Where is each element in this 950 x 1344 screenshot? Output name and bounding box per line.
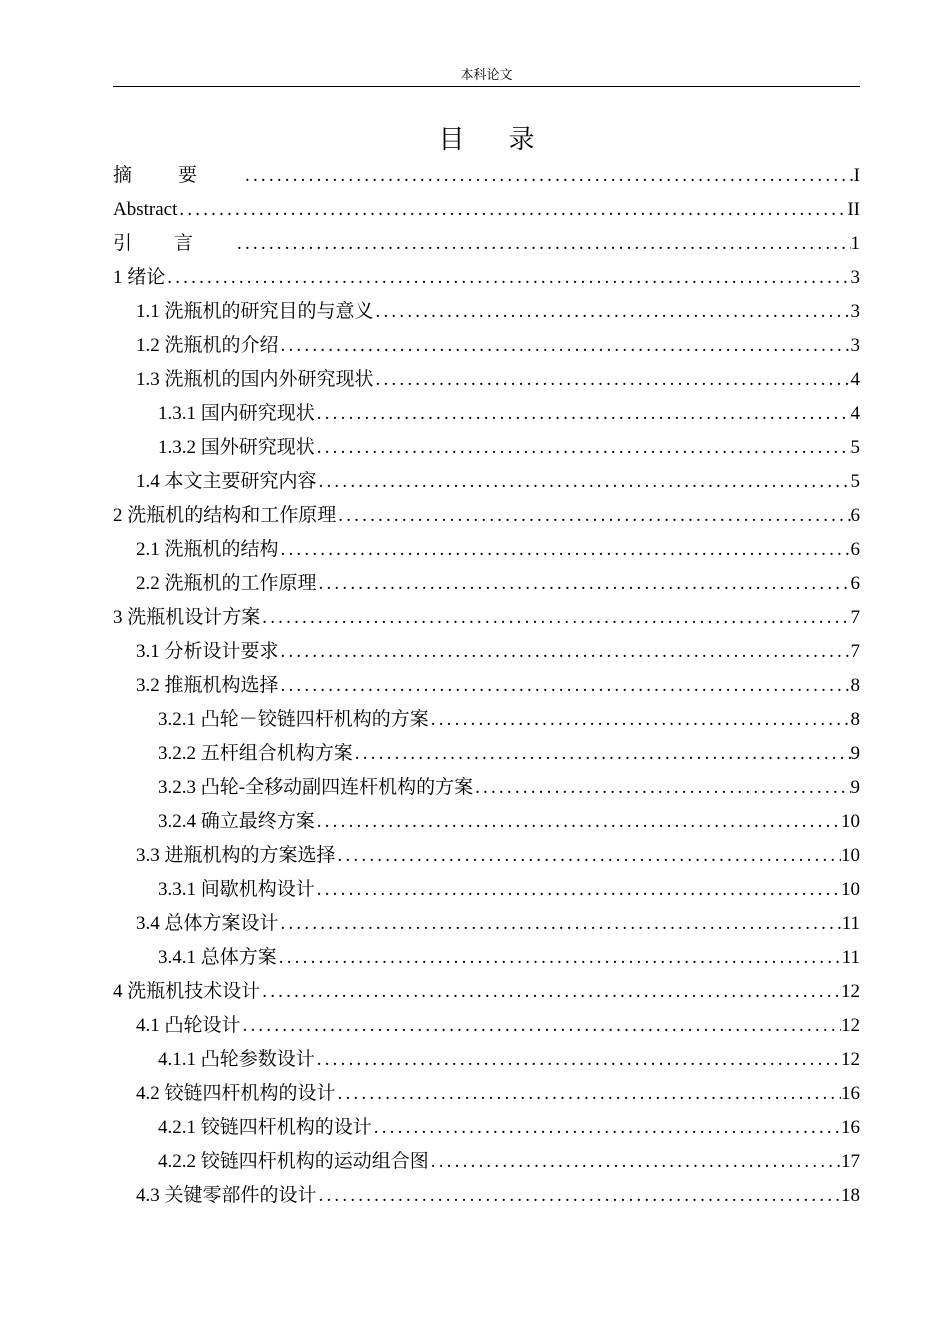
toc-entry[interactable]: [113, 227, 860, 261]
toc-entry-page-number: 11: [841, 913, 860, 934]
toc-entry-page-number: 3: [850, 267, 860, 288]
toc-entry[interactable]: [113, 261, 860, 295]
toc-entry-label: 3.2.4 确立最终方案: [158, 811, 315, 832]
toc-entry[interactable]: [113, 397, 860, 431]
toc-entry[interactable]: [113, 465, 860, 499]
toc-entry-label: 1.2 洗瓶机的介绍: [136, 335, 279, 356]
toc-dot-leader: [317, 1179, 841, 1213]
toc-entry-page-number: 10: [841, 811, 860, 832]
toc-entry-page-number: I: [853, 165, 860, 186]
toc-dot-leader: [241, 1009, 841, 1043]
toc-entry-label: 2 洗瓶机的结构和工作原理: [113, 505, 337, 526]
toc-entry-label: 3.4.1 总体方案: [158, 947, 277, 968]
toc-entry-page-number: 3: [850, 335, 860, 356]
toc-entry-label: 3.2.3 凸轮-全移动副四连杆机构的方案: [158, 777, 474, 798]
toc-entry-label: Abstract: [113, 199, 178, 220]
toc-dot-leader: [277, 941, 842, 975]
toc-entry[interactable]: [113, 941, 860, 975]
toc-entry-label: 1.4 本文主要研究内容: [136, 471, 317, 492]
toc-entry-page-number: 6: [850, 573, 860, 594]
toc-entry-label: 3.3.1 间歇机构设计: [158, 879, 315, 900]
toc-entry-label: 3 洗瓶机设计方案: [113, 607, 261, 628]
toc-entry[interactable]: [113, 363, 860, 397]
toc-dot-leader: [374, 295, 851, 329]
toc-dot-leader: [429, 703, 851, 737]
toc-entry-page-number: 8: [850, 675, 860, 696]
toc-entry-label: 4.2 铰链四杆机构的设计: [136, 1083, 336, 1104]
toc-entry[interactable]: [113, 295, 860, 329]
toc-entry-label: 3.3 进瓶机构的方案选择: [136, 845, 336, 866]
toc-dot-leader: [260, 975, 841, 1009]
toc-entry[interactable]: [113, 1179, 860, 1213]
toc-dot-leader: [317, 465, 851, 499]
toc-entry-label: 4.1.1 凸轮参数设计: [158, 1049, 315, 1070]
toc-entry-page-number: 18: [841, 1185, 860, 1206]
toc-entry-label: 摘要: [113, 165, 244, 186]
toc-dot-leader: [315, 805, 841, 839]
toc-entry-label: 1.3.1 国内研究现状: [158, 403, 315, 424]
toc-entry[interactable]: [113, 1009, 860, 1043]
toc-entry-label: 4.1 凸轮设计: [136, 1015, 241, 1036]
toc-entry-label: 引言: [113, 233, 236, 254]
toc-entry-label: 1 绪论: [113, 267, 166, 288]
toc-entry-label: 3.2.1 凸轮－铰链四杆机构的方案: [158, 709, 429, 730]
toc-entry-page-number: 6: [850, 539, 860, 560]
toc-entry-page-number: 7: [850, 607, 860, 628]
toc-entry-label: 3.2.2 五杆组合机构方案: [158, 743, 353, 764]
toc-entry[interactable]: [113, 499, 860, 533]
toc-entry-page-number: 10: [841, 845, 860, 866]
toc-entry-page-number: 8: [850, 709, 860, 730]
toc-dot-leader: [336, 499, 850, 533]
toc-dot-leader: [336, 839, 841, 873]
toc-entry-label: 4.2.1 铰链四杆机构的设计: [158, 1117, 372, 1138]
toc-dot-leader: [279, 635, 851, 669]
toc-entry-label: 2.2 洗瓶机的工作原理: [136, 573, 317, 594]
toc-entry-page-number: 7: [850, 641, 860, 662]
toc-dot-leader: [165, 261, 850, 295]
toc-dot-leader: [473, 771, 850, 805]
toc-dot-leader: [279, 907, 842, 941]
toc-entry[interactable]: [113, 1145, 860, 1179]
toc-dot-leader: [317, 567, 851, 601]
toc-entry[interactable]: [113, 873, 860, 907]
toc-dot-leader: [279, 669, 851, 703]
toc-entry-label: 4 洗瓶机技术设计: [113, 981, 261, 1002]
toc-entry[interactable]: [113, 567, 860, 601]
toc-entry-label: 3.4 总体方案设计: [136, 913, 279, 934]
toc-entry[interactable]: [113, 635, 860, 669]
toc-dot-leader: [315, 397, 851, 431]
toc-entry-page-number: 6: [850, 505, 860, 526]
running-header: 本科论文: [113, 66, 860, 87]
toc-entry-label: 3.1 分析设计要求: [136, 641, 279, 662]
toc-entry-page-number: 1: [850, 233, 860, 254]
toc-entry-page-number: 4: [850, 403, 860, 424]
toc-entry[interactable]: [113, 1111, 860, 1145]
toc-entry[interactable]: [113, 805, 860, 839]
toc-entry[interactable]: [113, 431, 860, 465]
toc-dot-leader: [315, 873, 841, 907]
toc-dot-leader: [177, 193, 847, 227]
toc-entry-label: 2.1 洗瓶机的结构: [136, 539, 279, 560]
toc-entry[interactable]: [113, 159, 860, 193]
toc-dot-leader: [429, 1145, 841, 1179]
toc-entry-page-number: 12: [841, 981, 860, 1002]
toc-entry[interactable]: [113, 533, 860, 567]
toc-entry[interactable]: [113, 839, 860, 873]
toc-dot-leader: [243, 159, 854, 193]
toc-entry[interactable]: [113, 771, 860, 805]
toc-entry-page-number: 9: [850, 777, 860, 798]
toc-entry-page-number: 16: [841, 1083, 860, 1104]
table-of-contents: [113, 159, 860, 1213]
toc-entry-page-number: 3: [850, 301, 860, 322]
toc-entry[interactable]: [113, 1043, 860, 1077]
toc-dot-leader: [279, 329, 851, 363]
toc-entry-label: 4.2.2 铰链四杆机构的运动组合图: [158, 1151, 429, 1172]
toc-entry[interactable]: [113, 669, 860, 703]
toc-entry[interactable]: [113, 703, 860, 737]
toc-entry-label: 1.3.2 国外研究现状: [158, 437, 315, 458]
toc-entry-page-number: 17: [841, 1151, 860, 1172]
toc-dot-leader: [279, 533, 851, 567]
toc-entry-label: 1.3 洗瓶机的国内外研究现状: [136, 369, 374, 390]
toc-dot-leader: [315, 431, 851, 465]
toc-entry-page-number: 9: [850, 743, 860, 764]
toc-dot-leader: [374, 363, 851, 397]
toc-entry-label: 4.3 关键零部件的设计: [136, 1185, 317, 1206]
toc-entry[interactable]: [113, 193, 860, 227]
toc-title: 目录: [438, 125, 579, 154]
toc-entry-label: 1.1 洗瓶机的研究目的与意义: [136, 301, 374, 322]
toc-entry[interactable]: [113, 601, 860, 635]
toc-entry-label: 3.2 推瓶机构选择: [136, 675, 279, 696]
toc-entry[interactable]: [113, 737, 860, 771]
toc-entry-page-number: 12: [841, 1049, 860, 1070]
toc-dot-leader: [315, 1043, 841, 1077]
toc-entry-page-number: 5: [850, 437, 860, 458]
toc-entry[interactable]: [113, 1077, 860, 1111]
toc-entry-page-number: 12: [841, 1015, 860, 1036]
toc-entry-page-number: II: [847, 199, 860, 220]
toc-entry-page-number: 4: [850, 369, 860, 390]
toc-entry[interactable]: [113, 975, 860, 1009]
toc-dot-leader: [353, 737, 851, 771]
toc-entry-page-number: 16: [841, 1117, 860, 1138]
toc-entry-page-number: 11: [841, 947, 860, 968]
toc-entry-page-number: 5: [850, 471, 860, 492]
toc-dot-leader: [260, 601, 850, 635]
toc-dot-leader: [336, 1077, 841, 1111]
toc-entry[interactable]: [113, 907, 860, 941]
toc-entry[interactable]: [113, 329, 860, 363]
toc-dot-leader: [235, 227, 850, 261]
toc-entry-page-number: 10: [841, 879, 860, 900]
toc-dot-leader: [372, 1111, 841, 1145]
